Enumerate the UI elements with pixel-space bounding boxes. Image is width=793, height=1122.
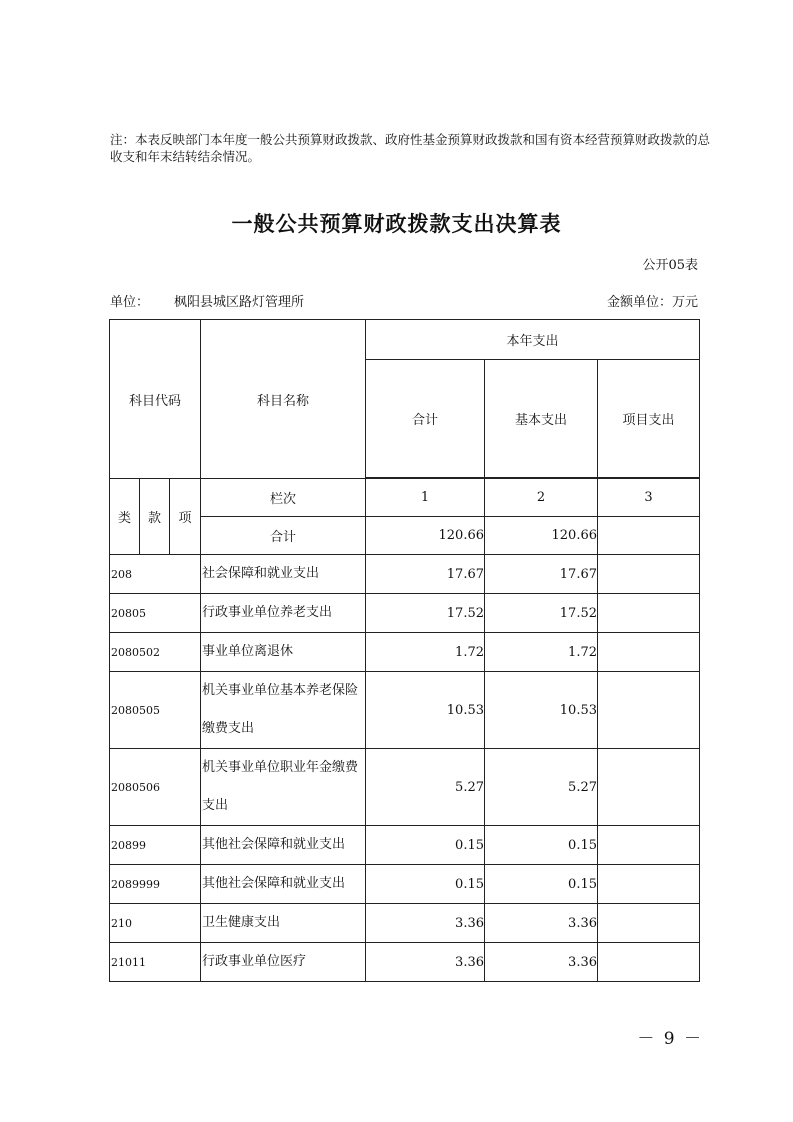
row-project: [598, 672, 700, 749]
table-row: [110, 594, 700, 633]
row-code: 208: [110, 555, 201, 594]
row-total: 17.67: [366, 555, 485, 594]
row-name: 社会保障和就业支出: [201, 555, 366, 594]
header-col1: 1: [366, 479, 485, 517]
table-row: [110, 943, 700, 982]
unit-name: 枫阳县城区路灯管理所: [174, 295, 305, 310]
row-name: 事业单位离退休: [201, 633, 366, 672]
header-kuan: 款: [140, 479, 170, 555]
table-row: [110, 865, 700, 904]
table-row: [110, 672, 700, 749]
header-xiang: 项: [170, 479, 201, 555]
header-code: 科目代码: [110, 320, 201, 479]
row-project: [598, 826, 700, 865]
row-total: 0.15: [366, 865, 485, 904]
header-name: 科目名称: [201, 320, 366, 479]
row-code: 2080502: [110, 633, 201, 672]
row-code: 21011: [110, 943, 201, 982]
row-basic: 0.15: [485, 826, 598, 865]
row-project: [598, 594, 700, 633]
form-number: 公开05表: [642, 258, 698, 273]
table-row: [110, 904, 700, 943]
table-note: 注：本表反映部门本年度一般公共预算财政拨款、政府性基金预算财政拨款和国有资本经营预算财政拨款的总收支和年末结转结余情况。: [110, 132, 711, 164]
row-name: 行政事业单位养老支出: [201, 594, 366, 633]
row-code: 20899: [110, 826, 201, 865]
row-total: 10.53: [366, 672, 485, 749]
unit-row: [110, 291, 700, 309]
row-code: 2080506: [110, 749, 201, 826]
row-project: [598, 555, 700, 594]
row-project: [598, 904, 700, 943]
row-code: 20805: [110, 594, 201, 633]
table-row: [110, 749, 700, 826]
grand-total-value: 120.66: [366, 517, 485, 555]
row-total: 1.72: [366, 633, 485, 672]
header-column-no: 栏次: [201, 479, 366, 517]
page-title: 一般公共预算财政拨款支出决算表: [231, 212, 562, 236]
row-basic: 1.72: [485, 633, 598, 672]
row-basic: 3.36: [485, 943, 598, 982]
row-name: 其他社会保障和就业支出: [201, 865, 366, 904]
header-col3: 3: [598, 479, 700, 517]
table-row: [110, 555, 700, 594]
row-project: [598, 749, 700, 826]
row-code: 210: [110, 904, 201, 943]
row-total: 17.52: [366, 594, 485, 633]
row-project: [598, 865, 700, 904]
header-col2: 2: [485, 479, 598, 517]
row-total: 0.15: [366, 826, 485, 865]
row-basic: 3.36: [485, 904, 598, 943]
row-name: 行政事业单位医疗: [201, 943, 366, 982]
row-project: [598, 943, 700, 982]
row-basic: 17.52: [485, 594, 598, 633]
row-basic: 0.15: [485, 865, 598, 904]
table-row: [110, 826, 700, 865]
header-current-year: 本年支出: [366, 320, 700, 360]
page-number: － 9 －: [637, 1029, 703, 1049]
grand-basic-value: 120.66: [485, 517, 598, 555]
header-lei: 类: [110, 479, 140, 555]
grand-project-value: [598, 517, 700, 555]
row-basic: 5.27: [485, 749, 598, 826]
grand-total-label: 合计: [201, 517, 366, 555]
row-basic: 17.67: [485, 555, 598, 594]
header-basic: 基本支出: [485, 360, 598, 478]
budget-table: [109, 319, 700, 982]
row-project: [598, 633, 700, 672]
row-total: 3.36: [366, 904, 485, 943]
row-name: 卫生健康支出: [201, 904, 366, 943]
row-total: 5.27: [366, 749, 485, 826]
row-code: 2089999: [110, 865, 201, 904]
row-name: 机关事业单位职业年金缴费支出: [201, 749, 366, 826]
table-row: [110, 633, 700, 672]
row-total: 3.36: [366, 943, 485, 982]
amount-unit: 金额单位：万元: [606, 295, 698, 310]
row-code: 2080505: [110, 672, 201, 749]
unit-label: 单位：: [110, 295, 150, 310]
row-name: 其他社会保障和就业支出: [201, 826, 366, 865]
row-basic: 10.53: [485, 672, 598, 749]
header-project: 项目支出: [598, 360, 700, 478]
header-total: 合计: [366, 360, 485, 478]
row-name: 机关事业单位基本养老保险缴费支出: [201, 672, 366, 749]
